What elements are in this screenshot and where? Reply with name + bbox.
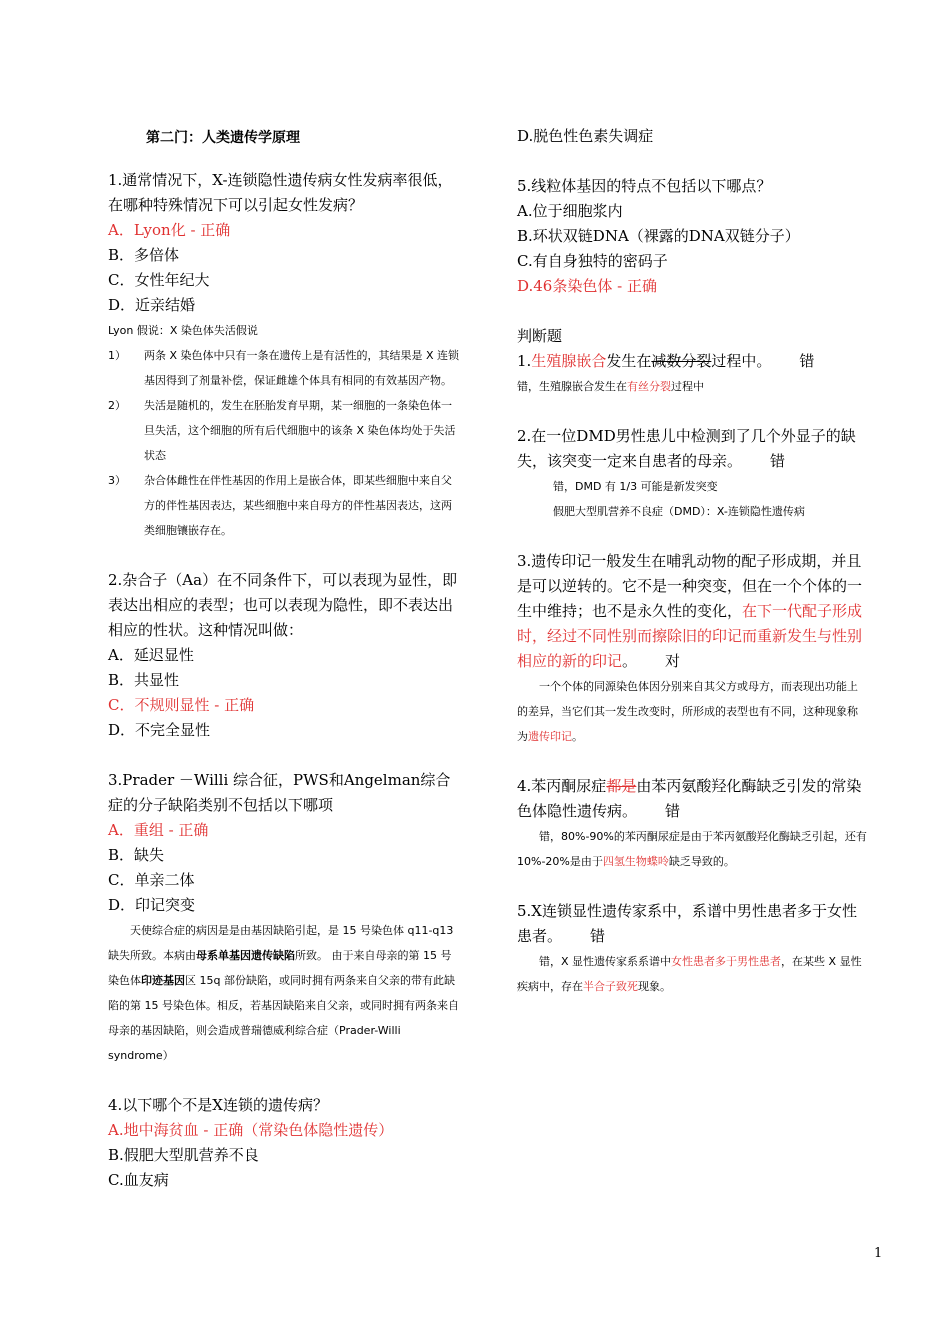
note-text: 所致。 由于来自母亲的第 15 号染色体 [108, 949, 452, 987]
page-number: 1 [874, 1246, 883, 1261]
judge-1-stem [517, 349, 867, 374]
highlight-text: 四氢生物蝶呤 [602, 855, 669, 868]
list-number: 3） [108, 474, 126, 487]
question-5-option-b: B.环状双链DNA（裸露的DNA双链分子） [517, 227, 800, 245]
judge-1-note [517, 374, 867, 399]
stem-text: 。 [622, 652, 638, 670]
judge-verdict: 错 [799, 352, 815, 370]
question-2-option-b: B．共显性 [108, 671, 180, 689]
stem-text: 2.在一位DMD男性患儿中检测到了几个外显子的缺失，该突变一定来自患者的母亲。 [517, 427, 856, 470]
question-3 [108, 768, 460, 1068]
question-1-option-b: B．多倍体 [108, 246, 180, 264]
question-4-option-b: B.假肥大型肌营养不良 [108, 1146, 259, 1164]
question-2-option-d: D．不完全显性 [108, 721, 211, 739]
question-2-option-a: A．延迟显性 [108, 646, 194, 664]
question-3-option-c: C．单亲二体 [108, 871, 195, 889]
question-1-note-item [108, 468, 460, 543]
judge-verdict: 错 [665, 802, 681, 820]
question-1-option-c: C．女性年纪大 [108, 271, 210, 289]
page-title: 第二门：人类遗传学原理 [146, 130, 300, 146]
list-text: 两条 X 染色体中只有一条在遗传上是有活性的，其结果是 X 连锁基因得到了剂量补偿，保证雌雄个体具有相同的有效基因产物。 [144, 349, 460, 387]
stem-text: 发生在 [606, 352, 652, 370]
judge-item-2 [517, 424, 867, 524]
judge-2-stem [517, 424, 867, 474]
stem-text: 由苯丙氨酸羟化酶缺乏引发的常染色体隐性遗传病。 [517, 777, 862, 820]
left-column [108, 124, 460, 1193]
note-text: 。 [572, 730, 583, 743]
note-text: 错，生殖腺嵌合发生在 [517, 380, 627, 393]
judge-4-note [517, 824, 867, 874]
highlight-text: 女性患者多于男性患者 [671, 955, 782, 968]
stem-text: 过程中。 [711, 352, 772, 370]
stem-text: 3.遗传印记一般发生在哺乳动物的配子形成期，并且是可以逆转的。它不是一种突变，但在一个个体的一生中维持；也不是永久性的变化， [517, 552, 863, 620]
question-5 [517, 174, 867, 299]
stem-text: 1. [517, 352, 532, 370]
question-3-option-a: A．重组 - 正确 [108, 821, 209, 839]
question-2-option-c: C．不规则显性 - 正确 [108, 696, 255, 714]
question-2 [108, 568, 460, 743]
question-1-option-a: A．Lyon化 - 正确 [108, 221, 231, 239]
note-text: 区 15q 部份缺陷，或同时拥有两条来自父亲的带有此缺陷的第 15 号染色体。相反，若基因缺陷来自父亲，或同时拥有两条来自母亲的基因缺陷，则会造成普瑞德威利综合症（Prader-Willi syndrome） [108, 974, 459, 1062]
question-1-note-item [108, 343, 460, 393]
judge-3-stem [517, 549, 867, 674]
highlight-text: 半合子致死 [583, 980, 638, 993]
question-5-option-c: C.有自身独特的密码子 [517, 252, 668, 270]
question-1-stem: 1.通常情况下，X-连锁隐性遗传病女性发病率很低，在哪种特殊情况下可以引起女性发病？ [108, 171, 453, 214]
judge-2-note: 错，DMD 有 1/3 可能是新发突变 [553, 480, 718, 493]
judge-4-stem [517, 774, 867, 824]
note-text: 过程中 [671, 380, 704, 393]
right-column [517, 124, 867, 999]
strikethrough-text: 都是 [606, 777, 637, 795]
strikethrough-text: 减数分裂 [651, 352, 712, 370]
note-text: 错，80%-90%的苯丙酮尿症是由于苯丙氨酸羟化酶缺乏引起，还有 10%-20%是由于 [517, 830, 867, 868]
judge-3-note [517, 674, 867, 749]
question-5-option-d: D.46条染色体 - 正确 [517, 277, 657, 295]
list-text: 失活是随机的，发生在胚胎发育早期，某一细胞的一条染色体一旦失活，这个细胞的所有后代细胞中的该条 X 染色体均处于失活状态 [144, 399, 456, 462]
question-4-option-c: C.血友病 [108, 1171, 169, 1189]
question-1 [108, 168, 460, 543]
judge-verdict: 错 [770, 452, 786, 470]
question-1-note-item [108, 393, 460, 468]
note-text: 错，X 显性遗传家系系谱中 [539, 955, 672, 968]
list-number: 2） [108, 399, 126, 412]
question-1-option-d: D．近亲结婚 [108, 296, 196, 314]
judge-section-heading: 判断题 [517, 327, 563, 345]
question-3-note [108, 918, 460, 1068]
question-4 [108, 1093, 460, 1193]
question-4-stem: 4.以下哪个不是X连锁的遗传病？ [108, 1096, 328, 1114]
judge-item-5 [517, 899, 867, 999]
note-text: 一个个体的同源染色体因分别来自其父方或母方，而表现出功能上的差异，当它们其一发生改变时，所形成的表型也有不同，这种现象称为 [517, 680, 858, 743]
list-number: 1） [108, 349, 126, 362]
judge-item-1 [517, 349, 867, 399]
note-text: 现象。 [638, 980, 671, 993]
highlight-text: 遗传印记 [528, 730, 572, 743]
question-3-option-b: B．缺失 [108, 846, 165, 864]
question-5-stem: 5.线粒体基因的特点不包括以下哪点？ [517, 177, 772, 195]
judge-verdict: 对 [665, 652, 681, 670]
highlight-text: 有丝分裂 [627, 380, 671, 393]
stem-text: 5.X连锁显性遗传家系中，系谱中男性患者多于女性患者。 [517, 902, 857, 945]
note-text: 天使综合症的病因是是由基因缺陷引起，是 15 号染色体 q11-q13 缺失所致。本病由 [108, 924, 454, 962]
note-text: ，在某些 X 显性疾病中，存在 [517, 955, 862, 993]
note-bold-text: 印迹基因 [141, 974, 185, 987]
highlight-text: 在下一代配子形成时，经过不同性别而擦除旧的印记而重新发生与性别相应的新的印记 [517, 602, 863, 670]
stem-text: 4.苯丙酮尿症 [517, 777, 607, 795]
judge-verdict: 错 [590, 927, 606, 945]
question-3-stem: 3.Prader －Willi 综合征，PWS和Angelman综合症的分子缺陷类别不包括以下哪项 [108, 771, 451, 814]
judge-5-stem [517, 899, 867, 949]
judge-item-4 [517, 774, 867, 874]
question-4-option-d: D.脱色性色素失调症 [517, 127, 654, 145]
judge-5-note [517, 949, 867, 999]
highlight-text: 生殖腺嵌合 [531, 352, 607, 370]
judge-item-3 [517, 549, 867, 749]
question-5-option-a: A.位于细胞浆内 [517, 202, 623, 220]
note-bold-text: 母系单基因遗传缺陷 [196, 949, 295, 962]
question-4-option-a: A.地中海贫血 - 正确（常染色体隐性遗传） [108, 1121, 394, 1139]
judge-2-note: 假肥大型肌营养不良症（DMD）：X-连锁隐性遗传病 [553, 505, 805, 518]
note-text: 缺乏导致的。 [668, 855, 735, 868]
question-2-stem: 2.杂合子（Aa）在不同条件下，可以表现为显性，即表达出相应的表型；也可以表现为隐性，即不表达出相应的性状。这种情况叫做： [108, 571, 458, 639]
question-1-note-heading: Lyon 假说：X 染色体失活假说 [108, 324, 258, 337]
question-3-option-d: D．印记突变 [108, 896, 196, 914]
list-text: 杂合体雌性在伴性基因的作用上是嵌合体，即某些细胞中来自父方的伴性基因表达，某些细胞中来自母方的伴性基因表达，这两类细胞镶嵌存在。 [144, 474, 452, 537]
